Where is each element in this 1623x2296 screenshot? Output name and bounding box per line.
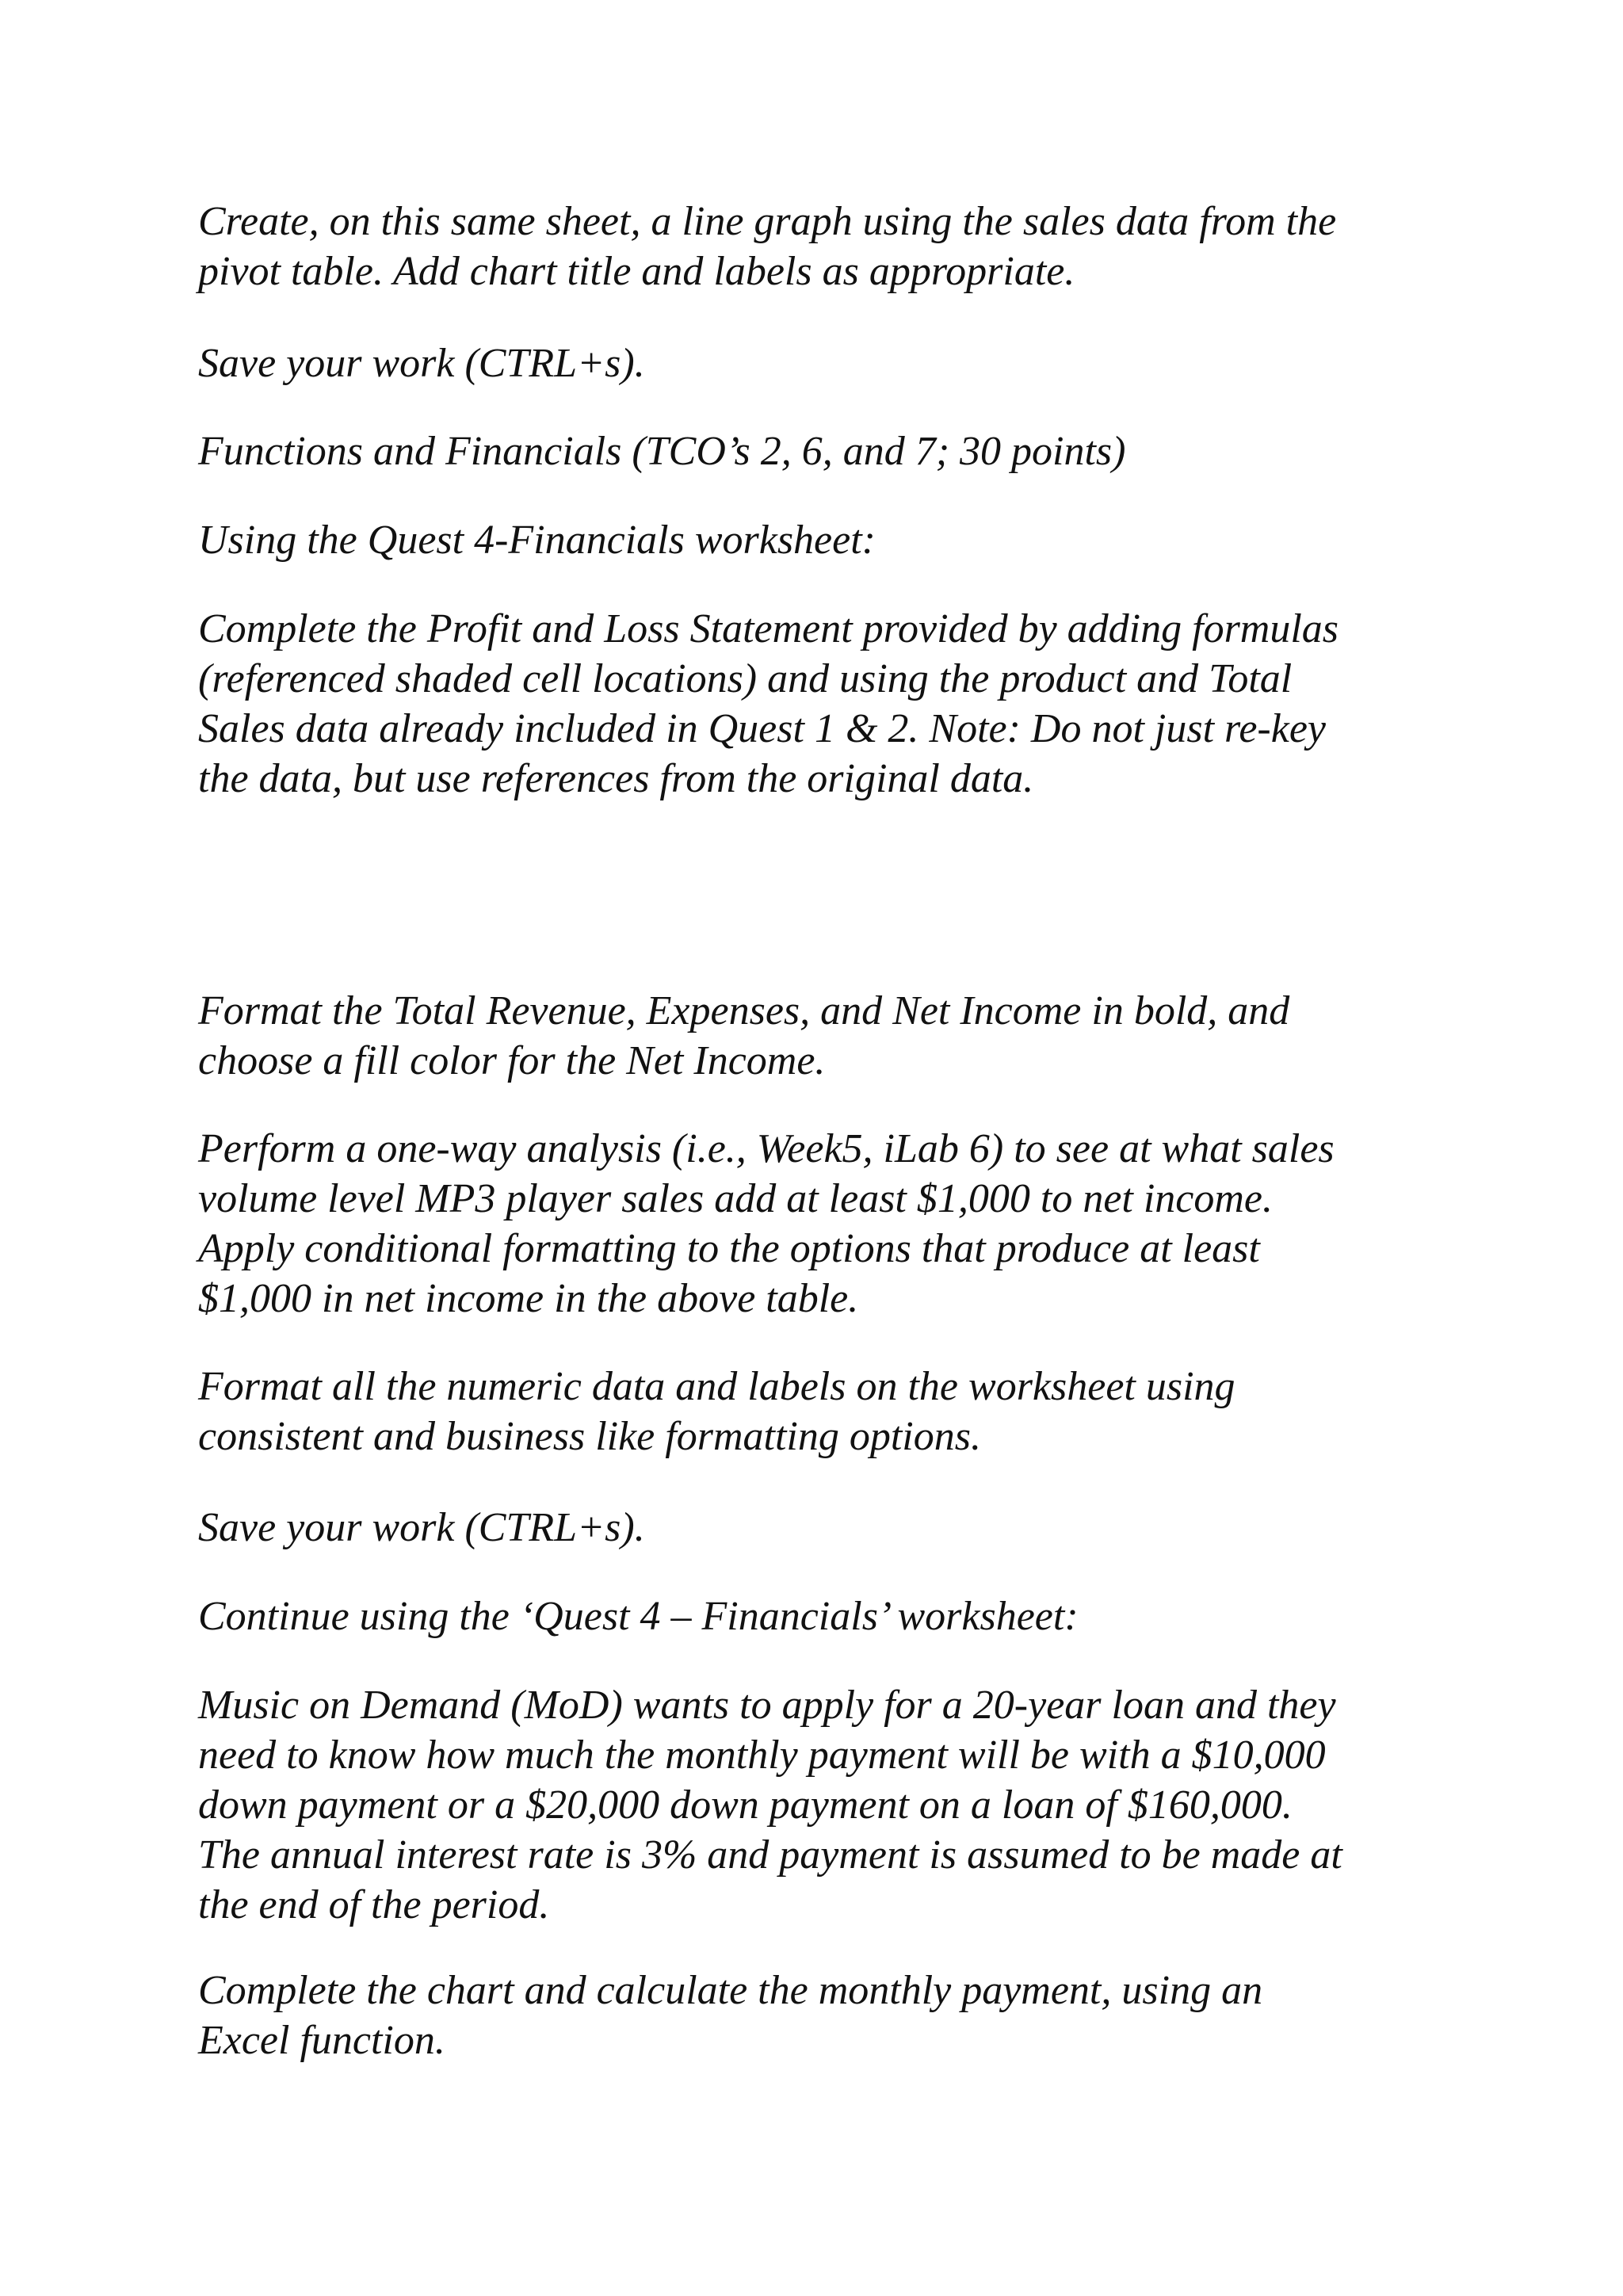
- text-line: Using the Quest 4-Financials worksheet:: [198, 518, 876, 563]
- text-line: the end of the period.: [198, 1882, 550, 1927]
- text-line: Format the Total Revenue, Expenses, and Net Income in bold, and: [198, 988, 1290, 1033]
- text-line: choose a fill color for the Net Income.: [198, 1038, 826, 1083]
- text-line: Complete the Profit and Loss Statement provided by adding formulas: [198, 606, 1339, 651]
- text-line: Functions and Financials (TCO’s 2, 6, and 7; 30 points): [198, 429, 1126, 474]
- text-line: Format all the numeric data and labels on the worksheet using: [198, 1364, 1235, 1409]
- paragraph-profit-loss-instructions: [198, 604, 1434, 804]
- paragraph-format-numeric: [198, 1362, 1434, 1461]
- text-line: Create, on this same sheet, a line graph using the sales data from the: [198, 199, 1337, 244]
- text-line: volume level MP3 player sales add at least $1,000 to net income.: [198, 1176, 1274, 1221]
- text-line: Save your work (CTRL+s).: [198, 341, 645, 386]
- paragraph-complete-chart: [198, 1966, 1434, 2065]
- section-heading-functions-financials: [198, 426, 1434, 476]
- text-line: consistent and business like formatting options.: [198, 1414, 981, 1459]
- paragraph-save-work: [198, 338, 1434, 388]
- paragraph-save-work-2: [198, 1503, 1434, 1553]
- text-line: The annual interest rate is 3% and payment is assumed to be made at: [198, 1832, 1342, 1878]
- text-line: the data, but use references from the original data.: [198, 756, 1034, 801]
- paragraph-line-graph-instructions: [198, 197, 1434, 296]
- paragraph-format-bold: [198, 986, 1434, 1086]
- text-line: (referenced shaded cell locations) and using the product and Total: [198, 656, 1293, 701]
- text-line: Save your work (CTRL+s).: [198, 1505, 645, 1550]
- text-line: down payment or a $20,000 down payment on a loan of $160,000.: [198, 1782, 1293, 1828]
- text-line: $1,000 in net income in the above table.: [198, 1276, 859, 1321]
- text-line: pivot table. Add chart title and labels as appropriate.: [198, 249, 1075, 294]
- text-line: Excel function.: [198, 2018, 445, 2063]
- text-line: Continue using the ‘Quest 4 – Financials’ worksheet:: [198, 1594, 1079, 1639]
- text-line: Sales data already included in Quest 1 & 2. Note: Do not just re-key: [198, 706, 1326, 751]
- paragraph-loan-scenario: [198, 1680, 1434, 1930]
- paragraph-one-way-analysis: [198, 1124, 1434, 1324]
- paragraph-using-worksheet: [198, 515, 1434, 565]
- text-line: Perform a one-way analysis (i.e., Week5, iLab 6) to see at what sales: [198, 1126, 1335, 1171]
- paragraph-continue-worksheet: [198, 1591, 1434, 1641]
- text-line: need to know how much the monthly payment will be with a $10,000: [198, 1733, 1326, 1778]
- text-line: Music on Demand (MoD) wants to apply for a 20-year loan and they: [198, 1683, 1336, 1728]
- text-line: Apply conditional formatting to the options that produce at least: [198, 1226, 1260, 1271]
- text-line: Complete the chart and calculate the monthly payment, using an: [198, 1968, 1263, 2013]
